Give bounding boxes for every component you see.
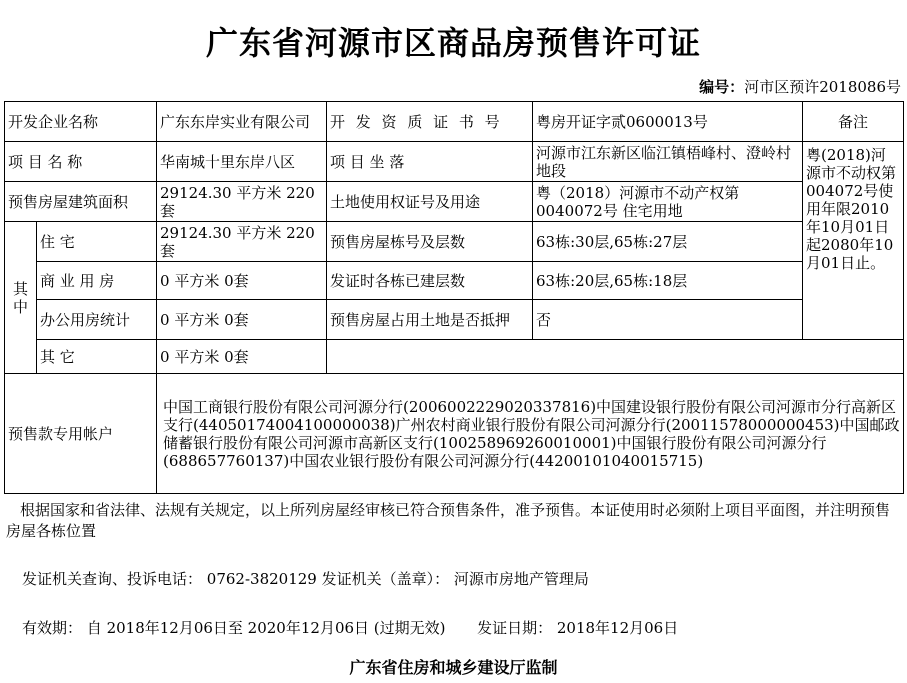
mortgage-label: 预售房屋占用土地是否抵押 [327, 300, 533, 340]
statement-text: 根据国家和省法律、法规有关规定，以上所列房屋经审核已符合预售条件，准予预售。本证使用时必须附上项目平面图，并注明预售房屋各栋位置 [6, 501, 891, 540]
issuer-value: 河源市房地产管理局 [453, 570, 589, 588]
issue-date-label: 发证日期： [477, 619, 553, 637]
buildings-label: 预售房屋栋号及层数 [327, 222, 533, 262]
remark-label: 备注 [803, 102, 904, 142]
account-label: 预售款专用帐户 [5, 374, 157, 494]
remark-value: 粤(2018)河源市不动权第004072号使用年限2010年10月01日起2080年10月01日止。 [803, 142, 904, 340]
presale-area-value: 29124.30 平方米 220 套 [157, 182, 327, 222]
account-value: 中国工商银行股份有限公司河源分行(2006002229020337816)中国建设银行股份有限公司河源市分行高新区支行(44050174004100000038)广州农村商业银行股份有限公司河源分行(20011578000000453)中国邮政储蓄银行股份有限公司河源市高新区支行(100258969260010001)中国银行股份有限公司河源分行(688657760137)中国农业银行股份有限公司河源分行(44200101040015715) [157, 374, 904, 494]
commercial-label: 商 业 用 房 [37, 262, 157, 300]
certificate-table [4, 101, 904, 494]
other-empty [327, 340, 803, 374]
other-value: 0 平方米 0套 [157, 340, 327, 374]
office-value: 0 平方米 0套 [157, 300, 327, 340]
residential-label: 住 宅 [37, 222, 157, 262]
project-location-value: 河源市江东新区临江镇梧峰村、澄岭村地段 [533, 142, 803, 182]
qualification-label: 开 发 资 质 证 书 号 [327, 102, 533, 142]
project-location-label: 项 目 坐 落 [327, 142, 533, 182]
project-name-value: 华南城十里东岸八区 [157, 142, 327, 182]
presale-area-label: 预售房屋建筑面积 [5, 182, 157, 222]
phone-label: 发证机关查询、投诉电话： [22, 570, 203, 588]
developer-value: 广东东岸实业有限公司 [157, 102, 327, 142]
buildings-value: 63栋:30层,65栋:27层 [533, 222, 803, 262]
contact-line [22, 568, 589, 589]
certificate-number: 编号：河市区预许2018086号 [699, 78, 901, 96]
qualification-value: 粤房开证字贰0600013号 [533, 102, 803, 142]
developer-label: 开发企业名称 [5, 102, 157, 142]
built-floors-value: 63栋:20层,65栋:18层 [533, 262, 803, 300]
validity-line [22, 617, 678, 638]
land-cert-value: 粤（2018）河源市不动产权第0040072号 住宅用地 [533, 182, 803, 222]
commercial-value: 0 平方米 0套 [157, 262, 327, 300]
other-label: 其 它 [37, 340, 157, 374]
built-floors-label: 发证时各栋已建层数 [327, 262, 533, 300]
office-label: 办公用房统计 [37, 300, 157, 340]
project-name-label: 项 目 名 称 [5, 142, 157, 182]
residential-value: 29124.30 平方米 220 套 [157, 222, 327, 262]
issuer-label: 发证机关（盖章）： [321, 570, 450, 588]
mortgage-value: 否 [533, 300, 803, 340]
land-cert-label: 土地使用权证号及用途 [327, 182, 533, 222]
validity-period: 自 2018年12月06日至 2020年12月06日 (过期无效) [86, 619, 446, 637]
among-label: 其中 [5, 222, 37, 374]
validity-label: 有效期： [22, 619, 83, 637]
issue-date-value: 2018年12月06日 [556, 619, 679, 637]
certificate-number-value: 河市区预许2018086号 [744, 78, 901, 96]
phone-value: 0762-3820129 [206, 570, 317, 588]
footer-text: 广东省住房和城乡建设厅监制 [349, 658, 558, 677]
page-title: 广东省河源市区商品房预售许可证 [205, 24, 701, 62]
certificate-number-label: 编号 [699, 78, 730, 96]
